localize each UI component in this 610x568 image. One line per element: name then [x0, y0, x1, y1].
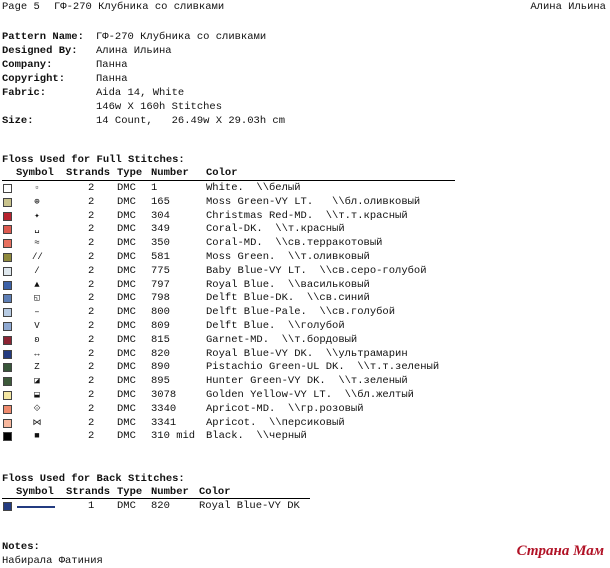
info-value: 146w X 160h Stitches	[96, 101, 223, 113]
strands-value: 2	[88, 375, 95, 388]
column-header: Symbol	[16, 167, 54, 179]
info-label: Copyright:	[2, 73, 66, 85]
type-value: DMC	[117, 430, 136, 443]
type-value: DMC	[117, 402, 136, 415]
color-name: Baby Blue-VY LT. \\св.серо-голубой	[206, 264, 427, 277]
info-value: Aida 14, White	[96, 87, 185, 99]
column-header: Type	[117, 167, 143, 179]
color-swatch	[3, 184, 12, 193]
strands-value: 2	[88, 402, 95, 415]
color-swatch	[3, 391, 12, 400]
color-name: Pistachio Green-UL DK. \\т.т.зеленый	[206, 361, 440, 374]
info-label: Designed By:	[2, 45, 78, 57]
color-swatch	[3, 198, 12, 207]
number-value: 820	[151, 500, 170, 512]
stitch-symbol: ␣	[34, 224, 40, 235]
type-value: DMC	[117, 292, 136, 305]
color-swatch	[3, 363, 12, 372]
color-swatch	[3, 419, 12, 428]
back-stitches-divider	[2, 498, 310, 499]
strands-value: 2	[88, 389, 95, 401]
stitch-symbol: ↔	[34, 348, 40, 359]
stitch-symbol: //	[32, 252, 43, 262]
strands-value: 1	[88, 500, 95, 512]
strands-value: 2	[88, 306, 95, 319]
strands-value: 2	[88, 209, 95, 222]
type-value: DMC	[117, 306, 136, 319]
number-value: 310 mid	[151, 430, 196, 443]
full-stitches-divider	[2, 180, 455, 181]
type-value: DMC	[117, 320, 136, 332]
number-value: 800	[151, 306, 170, 319]
type-value: DMC	[117, 278, 136, 291]
stitch-symbol: ▫	[34, 183, 40, 193]
color-name: White. \\белый	[206, 182, 301, 194]
color-name: Coral-MD. \\св.терракотовый	[206, 237, 383, 250]
column-header: Color	[206, 167, 238, 179]
color-swatch	[3, 322, 12, 331]
color-name: Royal Blue-VY DK	[199, 500, 300, 512]
column-header: Strands	[66, 167, 111, 179]
color-name: Christmas Red-MD. \\т.т.красный	[206, 209, 408, 222]
color-name: Hunter Green-VY DK. \\т.зеленый	[206, 375, 408, 388]
stitch-symbol: Z	[34, 362, 40, 373]
full-stitches-heading: Floss Used for Full Stitches:	[2, 154, 185, 166]
type-value: DMC	[117, 223, 136, 236]
strands-value: 2	[88, 278, 95, 291]
color-swatch	[3, 253, 12, 262]
strands-value: 2	[88, 320, 95, 332]
header-author: Алина Ильина	[530, 1, 606, 13]
strands-value: 2	[88, 264, 95, 277]
stitch-symbol: ◪	[34, 376, 40, 387]
info-value: Панна	[96, 73, 128, 85]
color-swatch	[3, 405, 12, 414]
strands-value: 2	[88, 430, 95, 443]
number-value: 775	[151, 264, 170, 277]
color-name: Garnet-MD. \\т.бордовый	[206, 333, 358, 346]
strands-value: 2	[88, 292, 95, 305]
stitch-symbol: ▲	[34, 279, 40, 290]
strands-value: 2	[88, 333, 95, 346]
color-name: Royal Blue. \\васильковый	[206, 278, 370, 291]
info-label: Company:	[2, 59, 53, 71]
color-swatch	[3, 294, 12, 303]
stitch-symbol: ◱	[34, 293, 40, 304]
color-swatch	[3, 308, 12, 317]
strands-value: 2	[88, 237, 95, 250]
site-logo: Страна Мам	[516, 543, 604, 559]
strands-value: 2	[88, 195, 95, 208]
info-label: Size:	[2, 115, 34, 127]
backstitch-line-sample	[17, 506, 55, 508]
number-value: 304	[151, 209, 170, 222]
color-swatch	[3, 336, 12, 345]
color-swatch	[3, 502, 12, 511]
color-name: Apricot. \\персиковый	[206, 416, 345, 429]
notes-heading: Notes:	[2, 541, 40, 553]
stitch-symbol: ■	[34, 431, 40, 442]
number-value: 815	[151, 333, 170, 346]
color-swatch	[3, 377, 12, 386]
column-header: Type	[117, 486, 143, 498]
info-value: Алина Ильина	[96, 45, 172, 57]
number-value: 3078	[151, 389, 177, 401]
color-swatch	[3, 281, 12, 290]
column-header: Color	[199, 486, 231, 498]
number-value: 3341	[151, 416, 177, 429]
number-value: 798	[151, 292, 170, 305]
color-name: Golden Yellow-VY LT. \\бл.желтый	[206, 389, 414, 401]
color-name: Royal Blue-VY DK. \\ультрамарин	[206, 347, 408, 360]
type-value: DMC	[117, 209, 136, 222]
strands-value: 2	[88, 223, 95, 236]
info-value: 14 Count, 26.49w X 29.03h cm	[96, 115, 286, 127]
stitch-symbol: –	[34, 307, 40, 318]
stitch-symbol: V	[34, 321, 40, 331]
number-value: 797	[151, 278, 170, 291]
color-name: Moss Green-VY LT. \\бл.оливковый	[206, 195, 421, 208]
color-name: Delft Blue-DK. \\св.синий	[206, 292, 370, 305]
color-swatch	[3, 212, 12, 221]
number-value: 890	[151, 361, 170, 374]
color-name: Black. \\черный	[206, 430, 307, 443]
column-header: Symbol	[16, 486, 54, 498]
strands-value: 2	[88, 361, 95, 374]
stitch-symbol: ≈	[34, 238, 40, 249]
info-label: Fabric:	[2, 87, 47, 99]
header-title: ГФ-270 Клубника со сливками	[54, 1, 225, 13]
info-value: Панна	[96, 59, 128, 71]
color-swatch	[3, 267, 12, 276]
info-value: ГФ-270 Клубника со сливками	[96, 31, 267, 43]
number-value: 809	[151, 320, 170, 332]
color-swatch	[3, 225, 12, 234]
number-value: 895	[151, 375, 170, 388]
page-number: Page 5	[2, 1, 40, 13]
number-value: 820	[151, 347, 170, 360]
color-name: Apricot-MD. \\гр.розовый	[206, 402, 364, 415]
strands-value: 2	[88, 251, 95, 263]
type-value: DMC	[117, 195, 136, 208]
color-name: Delft Blue-Pale. \\св.голубой	[206, 306, 396, 319]
stitch-symbol: ✦	[34, 210, 40, 221]
type-value: DMC	[117, 389, 136, 401]
type-value: DMC	[117, 182, 136, 194]
color-swatch	[3, 239, 12, 248]
strands-value: 2	[88, 182, 95, 194]
stitch-symbol: ʚ	[34, 334, 40, 345]
stitch-symbol: ⊕	[34, 196, 40, 207]
strands-value: 2	[88, 347, 95, 360]
stitch-symbol: ⟐	[33, 403, 41, 414]
type-value: DMC	[117, 251, 136, 263]
color-name: Moss Green. \\т.оливковый	[206, 251, 370, 263]
number-value: 165	[151, 195, 170, 208]
stitch-symbol: /	[34, 265, 40, 276]
stitch-symbol: ⬓	[34, 390, 40, 400]
stitch-symbol: ⋈	[32, 417, 42, 428]
color-name: Coral-DK. \\т.красный	[206, 223, 345, 236]
number-value: 1	[151, 182, 158, 194]
column-header: Strands	[66, 486, 111, 498]
strands-value: 2	[88, 416, 95, 429]
type-value: DMC	[117, 500, 136, 512]
type-value: DMC	[117, 361, 136, 374]
back-stitches-heading: Floss Used for Back Stitches:	[2, 473, 185, 485]
type-value: DMC	[117, 347, 136, 360]
color-swatch	[3, 432, 12, 441]
type-value: DMC	[117, 375, 136, 388]
type-value: DMC	[117, 333, 136, 346]
column-header: Number	[151, 486, 189, 498]
color-name: Delft Blue. \\голубой	[206, 320, 345, 332]
number-value: 349	[151, 223, 170, 236]
info-label: Pattern Name:	[2, 31, 84, 43]
number-value: 581	[151, 251, 170, 263]
type-value: DMC	[117, 416, 136, 429]
column-header: Number	[151, 167, 189, 179]
number-value: 350	[151, 237, 170, 250]
type-value: DMC	[117, 237, 136, 250]
notes-text: Набирала Фатиния	[2, 555, 103, 567]
color-swatch	[3, 350, 12, 359]
number-value: 3340	[151, 402, 177, 415]
type-value: DMC	[117, 264, 136, 277]
